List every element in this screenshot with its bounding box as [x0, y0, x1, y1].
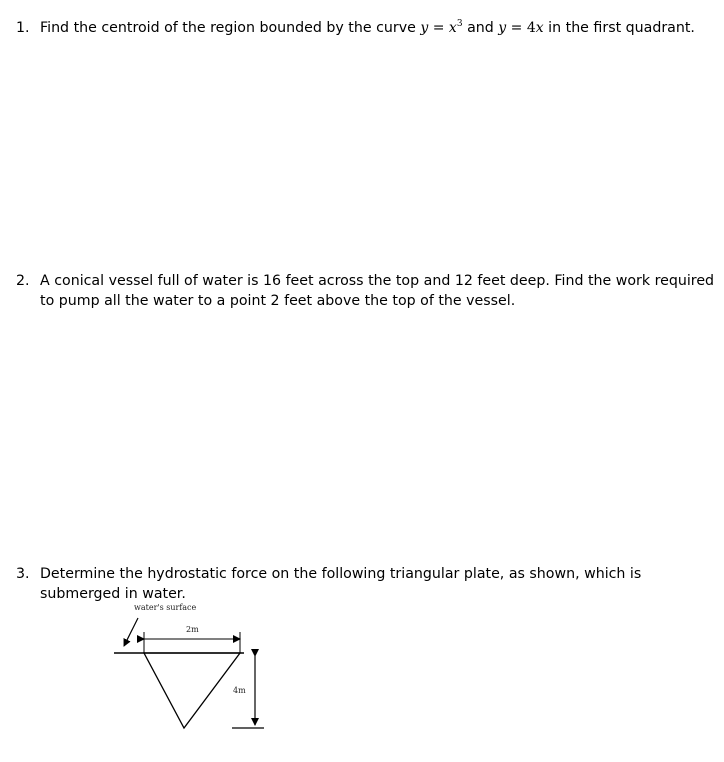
- triangular-plate-diagram: [114, 600, 274, 740]
- eq-var: y: [420, 20, 429, 36]
- problem-2: [16, 271, 716, 311]
- width-label: 2m: [186, 625, 199, 634]
- equation-line: [498, 20, 543, 36]
- eq-rel: =: [428, 20, 449, 36]
- problem-text: A conical vessel full of water is 16 feet across the top and 12 feet deep. Find the work required to pump all the water to a point 2 feet above the top of the vessel.: [40, 273, 715, 309]
- depth-label: 4m: [233, 686, 246, 695]
- problem-text: [40, 18, 716, 38]
- eq-var: x: [535, 20, 544, 36]
- eq-var: x: [448, 20, 457, 36]
- problem-1: [16, 18, 716, 38]
- triangle-plate: [144, 653, 240, 728]
- problem-text-part: and: [462, 20, 499, 36]
- problem-3: [16, 564, 716, 604]
- problem-text-part: in the first quadrant.: [543, 20, 695, 36]
- eq-coef: 4: [526, 20, 536, 36]
- eq-rel: =: [506, 20, 527, 36]
- problem-number: 2.: [16, 273, 30, 289]
- problem-number: 3.: [16, 566, 30, 582]
- problem-text-part: Find the centroid of the region bounded by the curve: [40, 20, 421, 36]
- triangular-plate-figure: [114, 600, 274, 740]
- eq-var: y: [498, 20, 507, 36]
- surface-pointer-arrow: [124, 618, 138, 646]
- surface-label: water's surface: [134, 603, 197, 612]
- eq-exponent: 3: [456, 19, 463, 29]
- problem-number: 1.: [16, 20, 30, 36]
- problem-text: Determine the hydrostatic force on the following triangular plate, as shown, which is submerged in water.: [40, 566, 642, 602]
- equation-curve: [420, 20, 462, 36]
